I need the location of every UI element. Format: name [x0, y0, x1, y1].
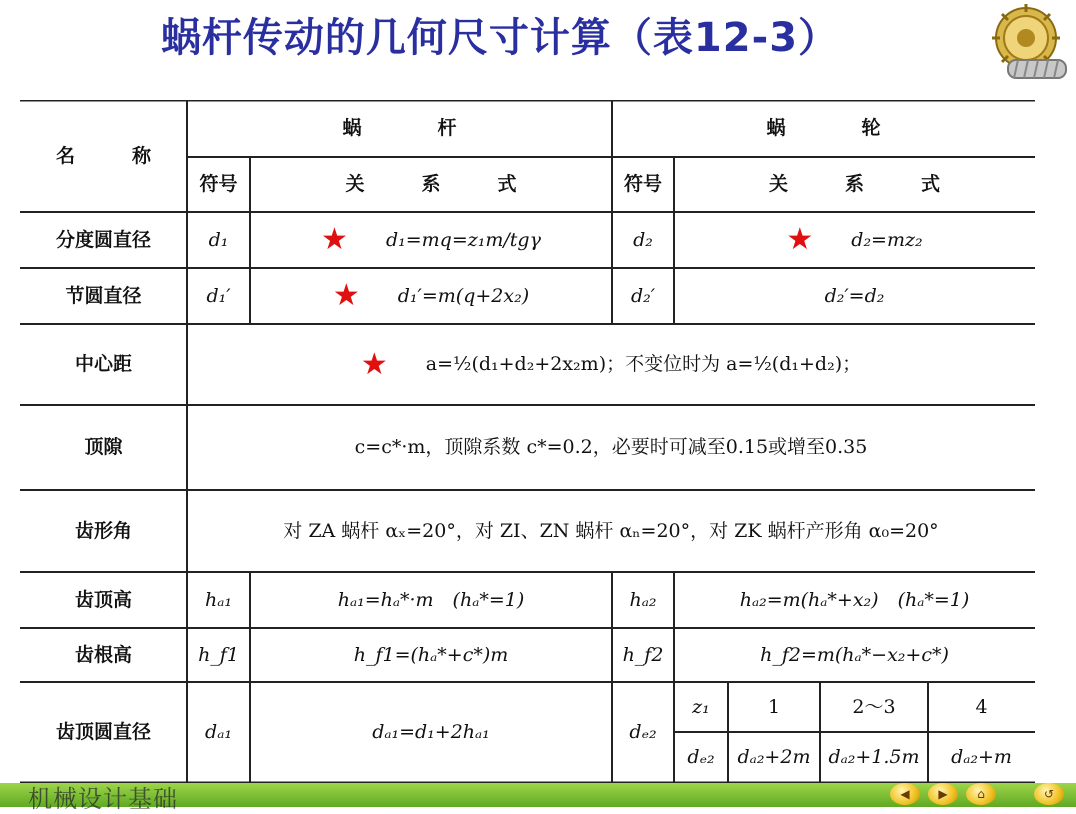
gear-icon	[990, 2, 1068, 88]
star-icon: ★	[360, 346, 388, 382]
header-worm-symbol: 符号	[199, 173, 238, 195]
worm-symbol-dedendum: h_f1	[198, 643, 239, 666]
worm-formula-pitch: ★ d₁=mq=z₁m/tgγ	[321, 222, 541, 257]
wheel-symbol-pitch: d₂	[633, 228, 653, 251]
worm-formula-addendum: hₐ₁=hₐ*·m (hₐ*=1)	[337, 588, 525, 611]
star-icon: ★	[332, 278, 360, 313]
tip-subheader-2-3: 2～3	[852, 695, 896, 718]
home-icon[interactable]: ⌂	[966, 783, 996, 805]
wheel-symbol-dedendum: h_f2	[622, 643, 664, 666]
geometry-table	[20, 100, 1038, 783]
wheel-formula-dedendum: h_f2=m(hₐ*−x₂+c*)	[760, 643, 949, 666]
header-name: 名 称	[55, 144, 151, 167]
tip-subheader-4: 4	[975, 695, 988, 718]
row-name-clearance: 顶隙	[84, 436, 123, 458]
row-name-profile-angle: 齿形角	[74, 519, 132, 542]
row-name-center-distance: 中心距	[74, 353, 132, 375]
star-icon: ★	[321, 222, 348, 257]
worm-formula-tip: dₐ₁=d₁+2hₐ₁	[372, 721, 490, 743]
worm-formula-dedendum: h_f1=(hₐ*+c*)m	[353, 643, 509, 666]
wheel-formula-pitch: ★ d₂=mz₂	[786, 222, 923, 257]
header-worm-relation: 关 系 式	[345, 173, 517, 195]
page-title: 蜗杆传动的几何尺寸计算（表12-3）	[160, 15, 840, 61]
wheel-formula-addendum: hₐ₂=m(hₐ*+x₂) (hₐ*=1)	[739, 588, 970, 611]
formula-center-distance: ★ a=½(d₁+d₂+2x₂m)；不变位时为 a=½(d₁+d₂)；	[360, 346, 862, 382]
worm-symbol-tip: dₐ₁	[205, 721, 232, 743]
tip-value-symbol: dₑ₂	[687, 746, 715, 768]
wheel-symbol-tip: dₑ₂	[629, 721, 657, 743]
bottom-nav-bar	[0, 783, 1076, 813]
wheel-symbol-node: d₂′	[630, 284, 656, 307]
tip-subheader-1: 1	[767, 695, 781, 718]
row-name-tip-diameter: 齿顶圆直径	[55, 721, 151, 743]
star-icon: ★	[786, 222, 814, 257]
header-worm: 蜗 杆	[342, 117, 457, 139]
header-wheel-relation: 关 系 式	[768, 173, 940, 195]
wheel-formula-node: d₂′=d₂	[824, 284, 885, 307]
row-name-addendum: 齿顶高	[74, 588, 132, 611]
tip-value-1: dₐ₂+2m	[737, 746, 811, 768]
worm-symbol-addendum: hₐ₁	[205, 588, 232, 611]
wheel-symbol-addendum: hₐ₂	[629, 588, 657, 611]
formula-clearance: c=c*·m，顶隙系数 c*=0.2，必要时可减至0.15或增至0.35	[354, 436, 868, 458]
worm-formula-node: ★ d₁′=m(q+2x₂)	[332, 278, 530, 313]
worm-symbol-node: d₁′	[206, 284, 231, 307]
header-wheel: 蜗 轮	[766, 117, 881, 139]
formula-profile-angle: 对 ZA 蜗杆 αₓ=20°，对 ZI、ZN 蜗杆 αₙ=20°，对 ZK 蜗杆产形角 α₀=20°	[283, 519, 939, 542]
prev-slide-icon[interactable]: ◀	[890, 783, 920, 805]
row-name-pitch-diameter: 分度圆直径	[55, 228, 151, 251]
header-wheel-symbol: 符号	[623, 173, 662, 195]
row-name-dedendum: 齿根高	[74, 643, 132, 666]
tip-value-4: dₐ₂+m	[951, 746, 1012, 768]
row-name-node-diameter: 节圆直径	[65, 284, 142, 307]
next-slide-icon[interactable]: ▶	[928, 783, 958, 805]
tip-value-2-3: dₐ₂+1.5m	[828, 746, 920, 768]
worm-symbol-pitch: d₁	[208, 228, 229, 251]
footer-course-title: 机械设计基础	[28, 785, 178, 813]
return-icon[interactable]: ↺	[1034, 783, 1064, 805]
tip-subheader-z1: z₁	[692, 695, 710, 718]
